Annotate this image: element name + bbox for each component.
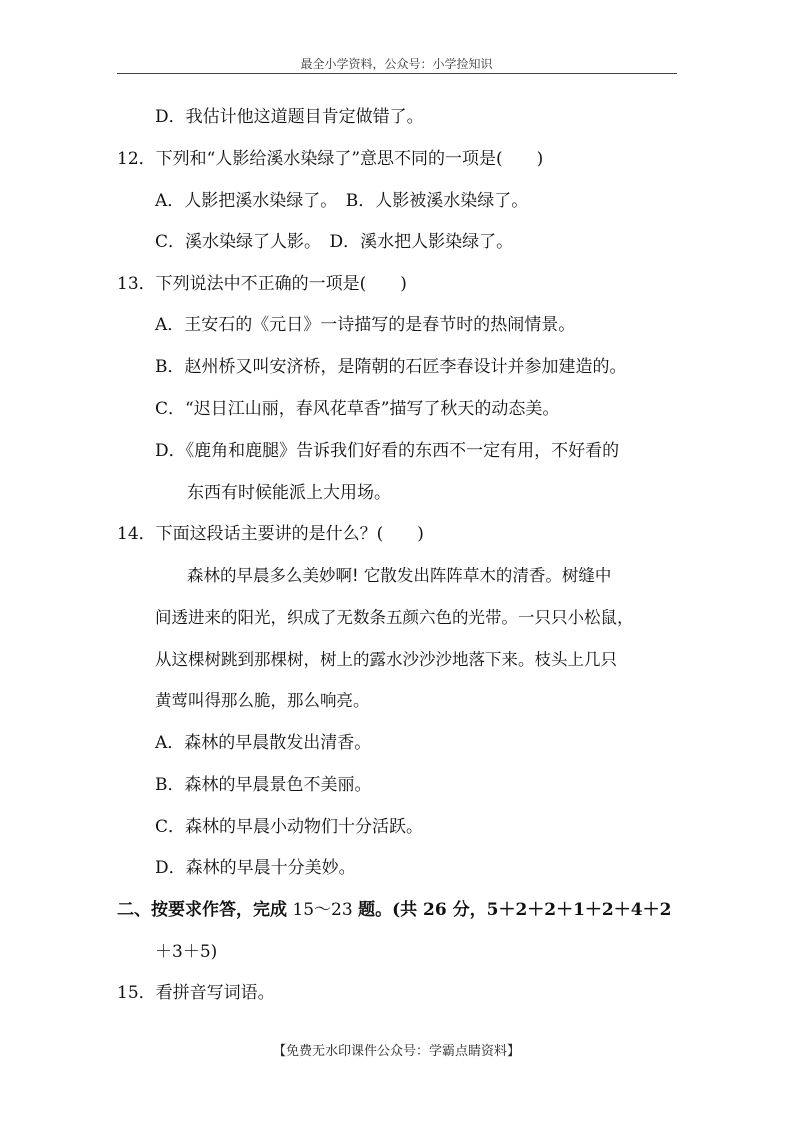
section2-heading-line2: ＋3＋5)	[155, 942, 218, 962]
q13-stem	[117, 272, 407, 296]
q13-option-b: B．赵州桥又叫安济桥，是隋朝的石匠李春设计并参加建造的。	[155, 357, 627, 377]
q12-stem	[117, 147, 543, 171]
q14-option-c: C．森林的早晨小动物们十分活跃。	[155, 817, 424, 837]
q13-stem-text: 13．下列说法中不正确的一项是(	[117, 274, 367, 294]
section2-range: 15～23	[292, 900, 353, 920]
q13-option-c: C．“迟日江山丽，春风花草香”描写了秋天的动态美。	[155, 399, 560, 419]
q14-option-a: A．森林的早晨散发出清香。	[155, 733, 372, 753]
q13-option-d-line2: 东西有时候能派上大用场。	[187, 483, 391, 503]
section2-heading	[117, 898, 671, 922]
q14-option-b: B．森林的早晨景色不美丽。	[155, 775, 372, 795]
q12-options-cd: C．溪水染绿了人影。 D．溪水把人影染绿了。	[155, 232, 514, 252]
q12-paren-close: )	[536, 149, 544, 169]
q14-paren-close: )	[417, 524, 424, 544]
q14-option-d: D．森林的早晨十分美妙。	[155, 858, 356, 878]
q14-passage-line1: 森林的早晨多么美妙啊! 它散发出阵阵草木的清香。树缝中	[187, 566, 612, 585]
q14-passage-line2: 间透进来的阳光，织成了无数条五颜六色的光带。一只只小松鼠，	[155, 608, 634, 627]
section2-title: 二、按要求作答，完成	[117, 900, 287, 920]
q11-option-d: D．我估计他这道题目肯定做错了。	[155, 107, 424, 127]
q14-stem	[117, 522, 424, 546]
q14-passage-line4: 黄莺叫得那么脆，那么响亮。	[155, 691, 370, 710]
q14-stem-text: 14．下面这段话主要讲的是什么？(	[117, 524, 384, 544]
header-rule	[117, 73, 677, 74]
q15-stem: 15．看拼音写词语。	[117, 983, 275, 1003]
q13-option-d-line1: D．《鹿角和鹿腿》告诉我们好看的东西不一定有用，不好看的	[155, 441, 620, 461]
q14-passage-line3: 从这棵树跳到那棵树，树上的露水沙沙沙地落下来。枝头上几只	[155, 650, 617, 669]
page-footer: 【免费无水印课件公众号：学霸点睛资料】	[272, 1044, 520, 1059]
q13-paren-close: )	[400, 274, 407, 294]
page-header: 最全小学资料，公众号：小学捡知识	[300, 57, 493, 71]
q13-option-a: A．王安石的《元日》一诗描写的是春节时的热闹情景。	[155, 315, 576, 335]
section2-tail: 题。(共 26 分，5＋2＋2＋1＋2＋4＋2	[358, 900, 672, 920]
q12-options-ab: A．人影把溪水染绿了。 B．人影被溪水染绿了。	[155, 191, 529, 211]
q12-stem-text: 12．下列和“人影给溪水染绿了”意思不同的一项是(	[117, 149, 503, 169]
